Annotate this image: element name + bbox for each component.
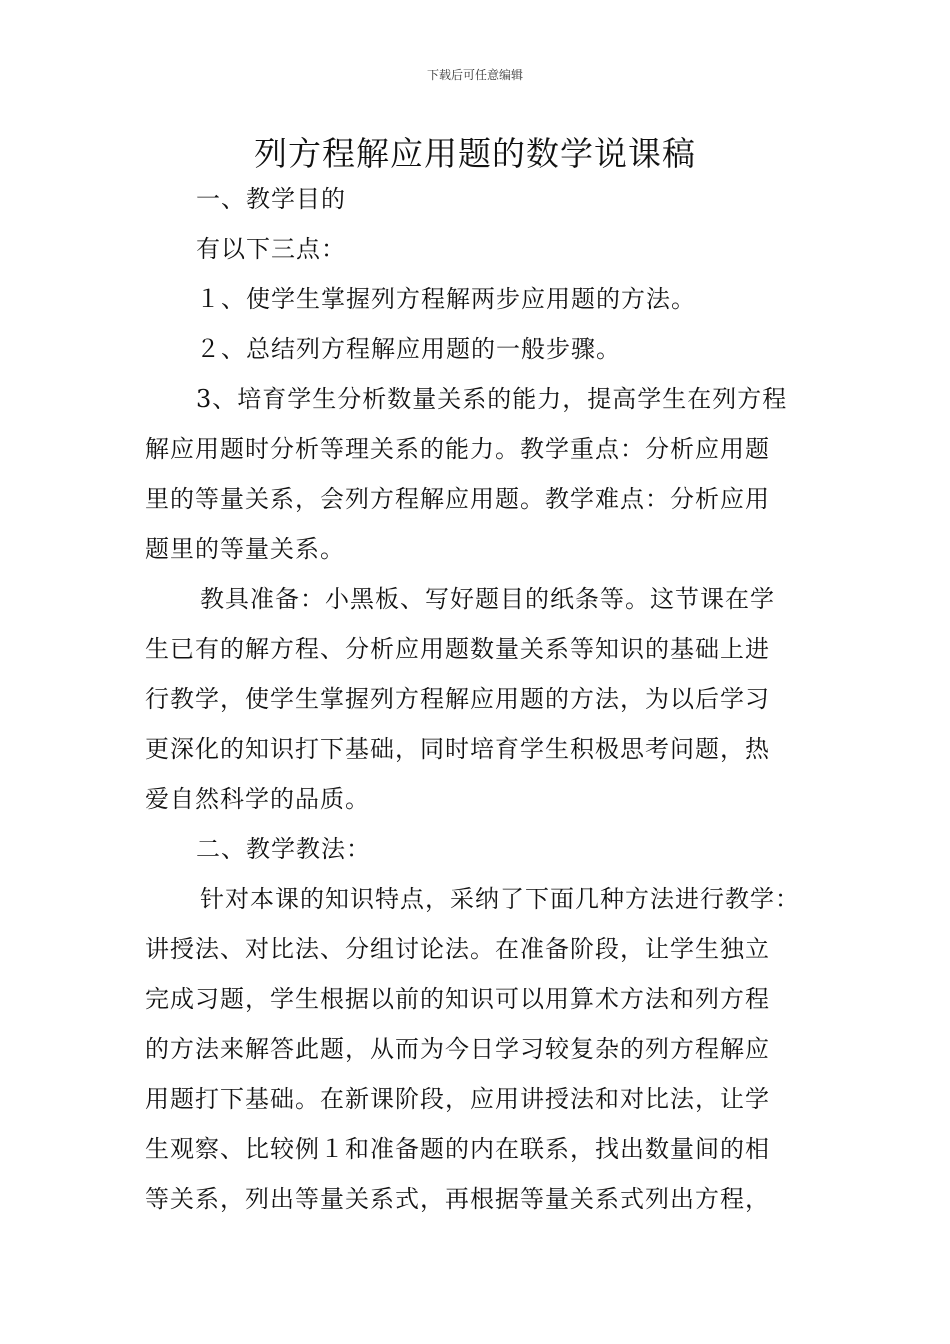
paragraph-line: 里的等量关系，会列方程解应用题。教学难点：分析应用	[145, 485, 770, 513]
paragraph-line: 针对本课的知识特点，采纳了下面几种方法进行教学：	[200, 885, 800, 913]
document-title: 列方程解应用题的数学说课稿	[254, 134, 696, 173]
list-item-1: １、使学生掌握列方程解两步应用题的方法。	[196, 285, 696, 313]
paragraph-line: 行教学，使学生掌握列方程解应用题的方法，为以后学习	[145, 685, 770, 713]
paragraph-line: 爱自然科学的品质。	[145, 785, 370, 813]
paragraph-line: 等关系，列出等量关系式，再根据等量关系式列出方程，	[145, 1185, 770, 1213]
section-heading-methods: 二、教学教法：	[196, 835, 371, 863]
paragraph-line: 讲授法、对比法、分组讨论法。在准备阶段，让学生独立	[145, 935, 770, 963]
paragraph-line: 的方法来解答此题，从而为今日学习较复杂的列方程解应	[145, 1035, 770, 1063]
paragraph-line: 有以下三点：	[196, 235, 346, 263]
paragraph-line: 更深化的知识打下基础，同时培育学生积极思考问题，热	[145, 735, 770, 763]
paragraph-line: 题里的等量关系。	[145, 535, 345, 563]
paragraph-line: 生观察、比较例１和准备题的内在联系，找出数量间的相	[145, 1135, 770, 1163]
page-header-note: 下载后可任意编辑	[426, 68, 523, 82]
paragraph-line: 用题打下基础。在新课阶段，应用讲授法和对比法，让学	[145, 1085, 770, 1113]
paragraph-line: 教具准备：小黑板、写好题目的纸条等。这节课在学	[200, 585, 775, 613]
paragraph-line: 解应用题时分析等理关系的能力。教学重点：分析应用题	[145, 435, 770, 463]
paragraph-line: 生已有的解方程、分析应用题数量关系等知识的基础上进	[145, 635, 770, 663]
paragraph-line: 完成习题，学生根据以前的知识可以用算术方法和列方程	[145, 985, 770, 1013]
list-item-2: ２、总结列方程解应用题的一般步骤。	[196, 335, 621, 363]
list-item-3: 3、培育学生分析数量关系的能力，提高学生在列方程	[196, 385, 788, 413]
section-heading-objectives: 一、教学目的	[196, 185, 346, 213]
